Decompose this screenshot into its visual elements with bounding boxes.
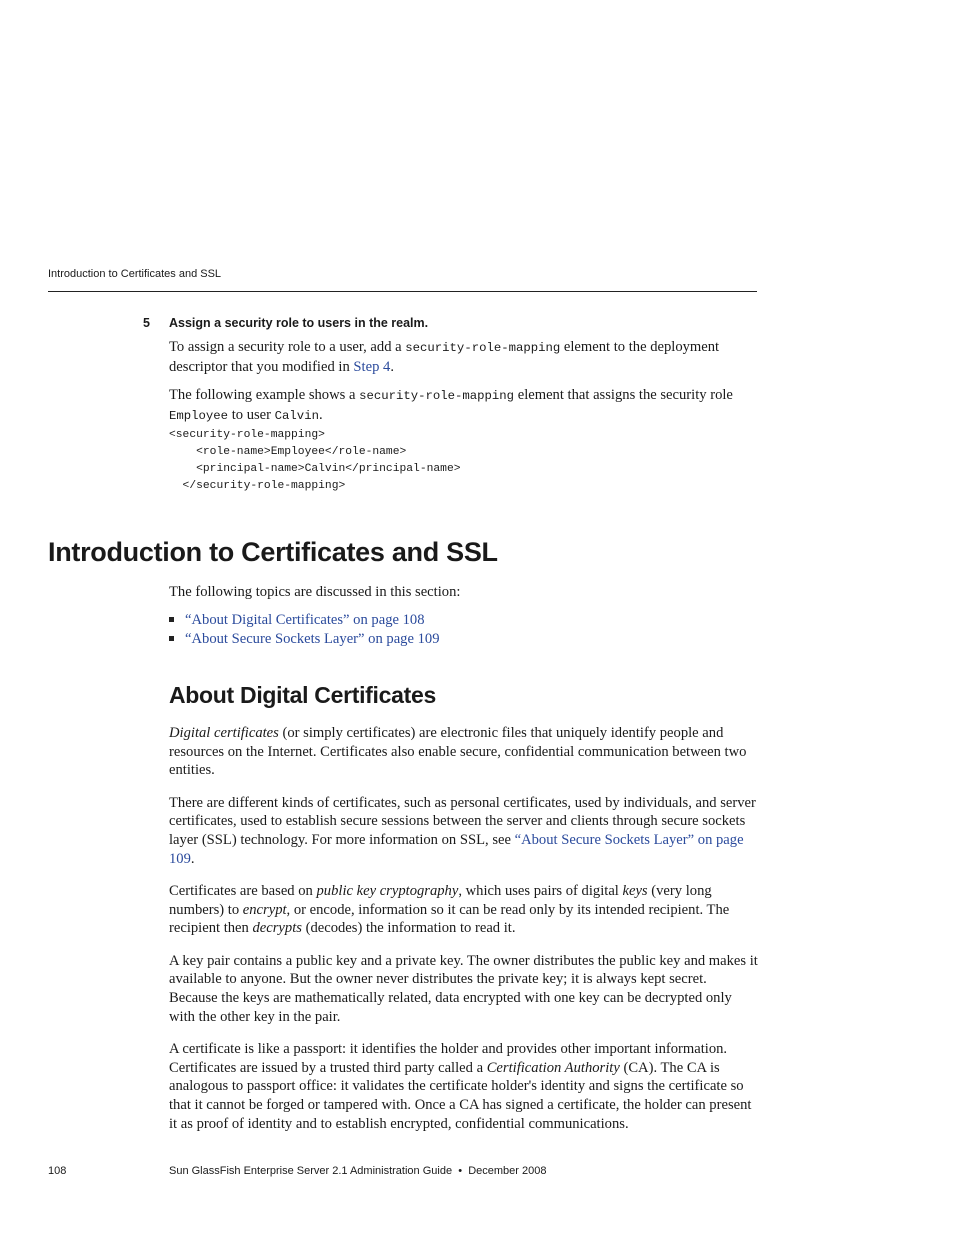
paragraph-2: There are different kinds of certificates, such as personal certificates, used by individuals, and server certificates, used to establish secure sessions between the server and clients through secure sockets layer (SSL) technology. For more information on SSL, see “About Secure Sockets Layer” on page 109.: [169, 794, 756, 867]
bullet-icon: [169, 617, 174, 622]
code-example: [169, 427, 759, 495]
step-4-link[interactable]: Step 4: [353, 358, 391, 375]
publication-date: December 2008: [468, 1165, 547, 1177]
code-block: [169, 427, 759, 495]
subsection-heading: About Digital Certificates: [169, 682, 436, 708]
code-line: <security-role-mapping>: [169, 429, 325, 441]
step-title: Assign a security role to users in the realm.: [169, 316, 429, 330]
bullet-icon: [169, 636, 174, 641]
list-item: [169, 630, 759, 649]
paragraph-1: Digital certificates (or simply certificates) are electronic files that uniquely identify people and resources on the Internet. Certificates also enable secure, confidential communication between two entities.: [169, 725, 747, 779]
inline-code: security-role-mapping: [405, 341, 561, 355]
footer-info: [169, 1165, 546, 1177]
step-number: 5: [143, 316, 150, 330]
step-paragraph-1: To assign a security role to a user, add a security-role-mapping element to the deployment descriptor that you modified in Step 4.: [169, 339, 720, 375]
list-item: [169, 611, 759, 630]
code-line: <role-name>Employee</role-name>: [169, 446, 407, 458]
running-head: Introduction to Certificates and SSL: [48, 268, 222, 280]
paragraph-4: A key pair contains a public key and a private key. The owner distributes the public key and makes it available to anyone. But the owner never distributes the private key; it is always kept secret. Because the keys are mathematically related, data encrypted with one key can be decrypted only with the other key in the pair.: [169, 952, 758, 1025]
topic-list: [169, 611, 759, 648]
step-body: [169, 338, 759, 425]
book-title: Sun GlassFish Enterprise Server 2.1 Administration Guide: [169, 1165, 453, 1177]
inline-code: security-role-mapping: [359, 388, 515, 403]
section-intro-block: [169, 583, 759, 649]
inline-code: Employee: [169, 408, 229, 423]
page-number: 108: [48, 1165, 67, 1177]
topic-link-ssl[interactable]: “About Secure Sockets Layer” on page 109: [185, 630, 440, 647]
subsection-body: [169, 724, 759, 1133]
paragraph-5: A certificate is like a passport: it identifies the holder and provides other important information. Certificates are issued by a trusted third party called a Certification Authority (CA). The CA is analogous to passport office: it validates the certificate holder's identity and signs the certificate so that it cannot be forged or tampered with. Once a CA has signed a certificate, the holder can present it as proof of identity and to establish encrypted, confidential communications.: [169, 1040, 752, 1132]
section-heading: Introduction to Certificates and SSL: [48, 537, 498, 567]
topic-link-certificates[interactable]: “About Digital Certificates” on page 108: [185, 612, 425, 629]
code-line: </security-role-mapping>: [169, 480, 346, 492]
ssl-link[interactable]: “About Secure Sockets Layer” on page 109: [169, 832, 744, 867]
paragraph-3: Certificates are based on public key cryptography, which uses pairs of digital keys (very long numbers) to encrypt, or encode, information so it can be read only by its intended recipient. The recipient then decrypts (decodes) the information to read it.: [169, 882, 730, 937]
header-rule: [48, 291, 757, 292]
inline-code: Calvin: [274, 408, 319, 423]
code-line: <principal-name>Calvin</principal-name>: [169, 463, 461, 475]
section-intro: The following topics are discussed in this section:: [169, 584, 461, 600]
footer-separator: •: [458, 1165, 463, 1177]
step-paragraph-2: The following example shows a security-role-mapping element that assigns the security role Employee to user Calvin.: [169, 386, 733, 423]
